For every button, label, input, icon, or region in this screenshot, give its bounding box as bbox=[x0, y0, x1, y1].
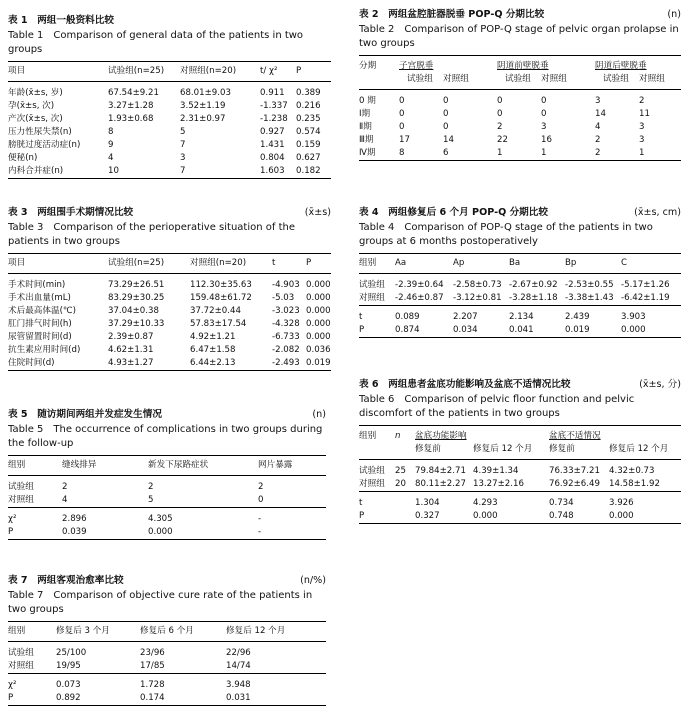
cell: 术后最高体温(℃) bbox=[8, 306, 76, 316]
cell: 0.019 bbox=[306, 358, 331, 368]
cell: 修复后 3 个月 bbox=[56, 626, 110, 636]
cell: 1 bbox=[639, 147, 645, 158]
cell: 0 bbox=[497, 95, 503, 106]
cell: 对照组 bbox=[443, 74, 469, 84]
t3-head-item: 项目 bbox=[8, 258, 26, 268]
cell: - bbox=[258, 514, 262, 524]
cell: 便秘(n) bbox=[8, 153, 38, 163]
cell: -1.238 bbox=[260, 114, 288, 124]
table-row bbox=[359, 324, 681, 338]
table-row bbox=[8, 692, 326, 706]
cell: 0 bbox=[497, 108, 503, 119]
table-7-subtitle: Table 7 Comparison of objective cure rate of the patients in two groups bbox=[8, 590, 313, 615]
cell: 1.304 bbox=[415, 497, 440, 508]
cell: χ² bbox=[8, 514, 17, 524]
cell: -5.03 bbox=[272, 293, 295, 303]
table-6 bbox=[359, 378, 681, 524]
cell: t bbox=[359, 497, 363, 508]
table-5-unit: (n) bbox=[312, 409, 326, 420]
table-row bbox=[8, 344, 331, 357]
cell: 11 bbox=[639, 108, 650, 119]
table-3-grid bbox=[8, 253, 331, 371]
cell: 17/85 bbox=[140, 661, 165, 671]
table-4-unit: (x̄±s, cm) bbox=[634, 207, 681, 218]
cell: 76.33±7.21 bbox=[549, 465, 600, 476]
t2-head-stage: 分期 bbox=[359, 61, 377, 71]
t3-head-ctrl: 对照组(n=20) bbox=[190, 258, 247, 268]
table-6-grid bbox=[359, 425, 681, 524]
cell: 14 bbox=[595, 108, 606, 119]
cell: 25/100 bbox=[56, 648, 87, 658]
cell: 0.073 bbox=[56, 680, 81, 690]
cell: 肛门排气时间(h) bbox=[8, 319, 72, 329]
cell: 手术时间(min) bbox=[8, 280, 66, 290]
cell: 37.29±10.33 bbox=[108, 319, 165, 329]
table-5-title: 表 5 随访期间两组并发症发生情况 (n) bbox=[8, 409, 326, 420]
cell bbox=[359, 73, 399, 89]
cell: 试验组 bbox=[359, 465, 385, 476]
cell: 组别 bbox=[359, 258, 377, 268]
cell: -6.733 bbox=[272, 332, 300, 342]
cell: 0.000 bbox=[621, 325, 646, 335]
table-row bbox=[8, 508, 326, 527]
cell: 抗生素应用时间(d) bbox=[8, 345, 81, 355]
cell: 37.04±0.38 bbox=[108, 306, 159, 316]
cell: 0 bbox=[399, 121, 405, 132]
table-row bbox=[359, 306, 681, 325]
cell: 67.54±9.21 bbox=[108, 88, 159, 98]
cell: 尿管留置时间(d) bbox=[8, 332, 72, 342]
cell: 8 bbox=[108, 127, 114, 137]
table-row bbox=[8, 139, 331, 152]
cell: 7 bbox=[180, 140, 186, 150]
table-row bbox=[359, 108, 681, 121]
cell: -3.28±1.18 bbox=[509, 293, 558, 303]
cell bbox=[395, 491, 415, 510]
cell: 4.92±1.21 bbox=[190, 332, 236, 342]
table-row bbox=[359, 121, 681, 134]
t3-head-p: P bbox=[306, 258, 312, 268]
table-row bbox=[359, 134, 681, 147]
cell: Bp bbox=[565, 258, 577, 268]
cell: -1.337 bbox=[260, 101, 288, 111]
cell: 1 bbox=[541, 147, 547, 158]
cell: 0.627 bbox=[296, 153, 321, 163]
cell: 2 bbox=[639, 95, 645, 106]
cell: 1.603 bbox=[260, 166, 285, 176]
cell: 7 bbox=[180, 166, 186, 176]
cell: 修复前 bbox=[549, 444, 575, 454]
table-6-unit: (x̄±s, 分) bbox=[639, 379, 681, 390]
cell: 对照组 bbox=[359, 478, 385, 489]
table-7-grid bbox=[8, 621, 326, 706]
cell: Ap bbox=[453, 258, 465, 268]
cell: 0.159 bbox=[296, 140, 321, 150]
table-row bbox=[359, 292, 681, 306]
cell: 修复后 6 个月 bbox=[140, 626, 194, 636]
cell: 0.182 bbox=[296, 166, 321, 176]
cell: 3 bbox=[541, 121, 547, 132]
table-row bbox=[359, 89, 681, 108]
cell: 16 bbox=[541, 134, 552, 145]
cell: 3 bbox=[180, 153, 186, 163]
cell: 19/95 bbox=[56, 661, 81, 671]
cell: 3.27±1.28 bbox=[108, 101, 154, 111]
cell: 6 bbox=[443, 147, 449, 158]
cell: 6.44±2.13 bbox=[190, 358, 236, 368]
cell: 试验组 bbox=[505, 74, 531, 84]
table-1-subtitle: Table 1 Comparison of general data of the patients in two groups bbox=[8, 30, 304, 55]
cell: 试验组 bbox=[8, 648, 34, 658]
table-row bbox=[8, 642, 326, 661]
cell: 0.927 bbox=[260, 127, 285, 137]
cell: 0.000 bbox=[306, 293, 331, 303]
cell: 对照组 bbox=[359, 293, 385, 303]
table-row bbox=[359, 147, 681, 161]
cell: -2.082 bbox=[272, 345, 300, 355]
cell: 对照组 bbox=[8, 661, 34, 671]
cell: 22/96 bbox=[226, 648, 251, 658]
table-row bbox=[359, 491, 681, 510]
cell: n bbox=[395, 431, 401, 441]
cell: 2 bbox=[258, 482, 264, 492]
cell: 对照组 bbox=[639, 74, 665, 84]
cell: 0.041 bbox=[509, 325, 534, 335]
cell: 膀胱过度活动症(n) bbox=[8, 140, 81, 150]
cell: 试验组 bbox=[407, 74, 433, 84]
cell: -4.328 bbox=[272, 319, 300, 329]
cell: 5 bbox=[180, 127, 186, 137]
table-2-title: 表 2 两组盆腔脏器脱垂 POP-Q 分期比较 (n) bbox=[359, 9, 681, 20]
table-3-title: 表 3 两组围手术期情况比较 (x̄±s) bbox=[8, 207, 331, 218]
table-row bbox=[8, 476, 326, 495]
cell: 压力性尿失禁(n) bbox=[8, 127, 72, 137]
table-5-grid bbox=[8, 455, 326, 540]
cell: P bbox=[359, 510, 365, 521]
t2-head-uterine: 子宫脱垂 bbox=[399, 61, 434, 71]
cell: 4 bbox=[62, 495, 68, 505]
cell: 新发下尿路症状 bbox=[148, 460, 209, 470]
cell: -2.67±0.92 bbox=[509, 280, 558, 290]
table-2-unit: (n) bbox=[667, 9, 681, 20]
cell: 0.000 bbox=[609, 510, 634, 521]
cell: χ² bbox=[8, 680, 17, 690]
cell: 17 bbox=[399, 134, 410, 145]
cell: 5 bbox=[148, 495, 154, 505]
cell: 0.000 bbox=[306, 319, 331, 329]
t3-head-test: 试验组(n=25) bbox=[108, 258, 165, 268]
cell: 4.39±1.34 bbox=[473, 465, 519, 476]
cell: 1.431 bbox=[260, 140, 285, 150]
cell: Ⅳ期 bbox=[359, 147, 376, 158]
table-row bbox=[8, 318, 331, 331]
cell: 0 bbox=[399, 95, 405, 106]
cell: C bbox=[621, 258, 628, 268]
cell: 1 bbox=[497, 147, 503, 158]
table-2 bbox=[359, 8, 681, 161]
cell: 0.000 bbox=[148, 527, 173, 537]
cell: 2.31±0.97 bbox=[180, 114, 226, 124]
cell: 0 bbox=[541, 108, 547, 119]
cell: 2.39±0.87 bbox=[108, 332, 154, 342]
cell: 4.32±0.73 bbox=[609, 465, 655, 476]
cell: Ba bbox=[509, 258, 521, 268]
table-row bbox=[8, 305, 331, 318]
cell: 3.948 bbox=[226, 680, 251, 690]
cell: 0 bbox=[443, 121, 449, 132]
cell: 22 bbox=[497, 134, 508, 145]
cell: 修复前 bbox=[415, 444, 441, 454]
cell: 3 bbox=[595, 95, 601, 106]
cell: 1.728 bbox=[140, 680, 165, 690]
table-row bbox=[359, 510, 681, 524]
cell: -3.023 bbox=[272, 306, 300, 316]
table-row bbox=[8, 674, 326, 693]
cell: 对照组 bbox=[8, 495, 34, 505]
cell: 0.574 bbox=[296, 127, 321, 137]
cell: P bbox=[8, 527, 14, 537]
cell: 2 bbox=[148, 482, 154, 492]
cell: 内科合并症(n) bbox=[8, 166, 64, 176]
cell: 0.019 bbox=[565, 325, 590, 335]
cell bbox=[395, 443, 415, 459]
cell: 0.000 bbox=[306, 280, 331, 290]
cell: 0.000 bbox=[306, 306, 331, 316]
cell: -6.42±1.19 bbox=[621, 293, 670, 303]
table-1-grid bbox=[8, 61, 331, 179]
cell: 0.874 bbox=[395, 325, 420, 335]
t2-head-posterior: 阴道后壁脱垂 bbox=[595, 61, 647, 71]
cell: 0 bbox=[399, 108, 405, 119]
table-4 bbox=[359, 206, 681, 338]
table-3 bbox=[8, 206, 331, 371]
cell: 13.27±2.16 bbox=[473, 478, 524, 489]
table-row bbox=[8, 494, 326, 508]
t1-head-test: 试验组(n=25) bbox=[108, 66, 165, 76]
table-6-subtitle: Table 6 Comparison of pelvic floor function and pelvic discomfort of the patients in two groups bbox=[359, 394, 635, 419]
cell: 57.83±17.54 bbox=[190, 319, 247, 329]
cell: 83.29±30.25 bbox=[108, 293, 165, 303]
cell: 2.896 bbox=[62, 514, 87, 524]
cell: P bbox=[8, 693, 14, 703]
cell: 0 bbox=[258, 495, 264, 505]
table-7 bbox=[8, 574, 326, 706]
cell: 4.293 bbox=[473, 497, 498, 508]
t6-head-function: 盆底功能影响 bbox=[415, 431, 467, 441]
table-row bbox=[359, 478, 681, 492]
cell: 2.134 bbox=[509, 312, 534, 322]
cell: 25 bbox=[395, 465, 406, 476]
cell bbox=[359, 443, 395, 459]
cell: 10 bbox=[108, 166, 119, 176]
cell: 2.207 bbox=[453, 312, 478, 322]
cell: 0.174 bbox=[140, 693, 165, 703]
cell: 住院时间(d) bbox=[8, 358, 55, 368]
cell: -2.493 bbox=[272, 358, 300, 368]
cell: 0 期 bbox=[359, 95, 376, 106]
cell: -2.39±0.64 bbox=[395, 280, 444, 290]
table-row bbox=[8, 331, 331, 344]
cell: 68.01±9.03 bbox=[180, 88, 231, 98]
cell bbox=[395, 510, 415, 524]
cell: -3.12±0.81 bbox=[453, 293, 502, 303]
cell: Ⅲ期 bbox=[359, 134, 374, 145]
cell: 0.000 bbox=[473, 510, 498, 521]
t3-head-stat: t bbox=[272, 258, 276, 268]
table-row bbox=[359, 459, 681, 478]
cell: -4.903 bbox=[272, 280, 300, 290]
cell: 组别 bbox=[8, 460, 26, 470]
cell: 0 bbox=[443, 108, 449, 119]
cell: 修复后 12 个月 bbox=[473, 444, 533, 454]
cell: 0.804 bbox=[260, 153, 285, 163]
cell: 3 bbox=[639, 134, 645, 145]
cell: 孕(x̄±s, 次) bbox=[8, 101, 55, 111]
cell: 159.48±61.72 bbox=[190, 293, 252, 303]
table-5 bbox=[8, 408, 326, 540]
cell: 0.031 bbox=[226, 693, 251, 703]
cell: 0.748 bbox=[549, 510, 574, 521]
cell: Ⅱ期 bbox=[359, 121, 372, 132]
cell: 4.93±1.27 bbox=[108, 358, 154, 368]
cell: 9 bbox=[108, 140, 114, 150]
table-5-subtitle: Table 5 The occurrence of complications in two groups during the follow-up bbox=[8, 424, 323, 449]
table-row bbox=[8, 357, 331, 371]
cell: 修复后 12 个月 bbox=[226, 626, 286, 636]
table-row bbox=[8, 152, 331, 165]
cell: 80.11±2.27 bbox=[415, 478, 466, 489]
cell: 2 bbox=[62, 482, 68, 492]
cell: 2 bbox=[497, 121, 503, 132]
cell: Aa bbox=[395, 258, 407, 268]
cell: 73.29±26.51 bbox=[108, 280, 165, 290]
cell: 手术出血量(mL) bbox=[8, 293, 71, 303]
table-row bbox=[359, 274, 681, 293]
table-1 bbox=[8, 14, 331, 179]
cell: 79.84±2.71 bbox=[415, 465, 466, 476]
cell: 3.903 bbox=[621, 312, 646, 322]
cell: 试验组 bbox=[359, 280, 385, 290]
table-4-subtitle: Table 4 Comparison of POP-Q stage of the patients in two groups at 6 months postoperatively bbox=[359, 222, 653, 247]
cell: 4 bbox=[108, 153, 114, 163]
cell: 23/96 bbox=[140, 648, 165, 658]
cell: -2.46±0.87 bbox=[395, 293, 444, 303]
table-row bbox=[8, 126, 331, 139]
cell: 0.911 bbox=[260, 88, 285, 98]
cell: 14.58±1.92 bbox=[609, 478, 660, 489]
table-2-subtitle: Table 2 Comparison of POP-Q stage of pelvic organ prolapse in two groups bbox=[359, 24, 679, 49]
cell: - bbox=[258, 527, 262, 537]
cell: 产次(x̄±s, 次) bbox=[8, 114, 63, 124]
cell: 试验组 bbox=[8, 482, 34, 492]
t6-head-discomfort: 盆底不适情况 bbox=[549, 431, 601, 441]
cell: 4 bbox=[595, 121, 601, 132]
cell: 76.92±6.49 bbox=[549, 478, 600, 489]
cell: 0.734 bbox=[549, 497, 574, 508]
cell: -2.53±0.55 bbox=[565, 280, 614, 290]
cell: 网片暴露 bbox=[258, 460, 293, 470]
t1-head-stat: t/ χ² bbox=[260, 66, 278, 76]
table-row bbox=[8, 82, 331, 101]
cell: 37.72±0.44 bbox=[190, 306, 241, 316]
cell: 0.389 bbox=[296, 88, 321, 98]
table-3-subtitle: Table 3 Comparison of the perioperative situation of the patients in two groups bbox=[8, 222, 295, 247]
t2-head-anterior: 阴道前壁脱垂 bbox=[497, 61, 549, 71]
cell: 0.327 bbox=[415, 510, 440, 521]
cell: 0 bbox=[541, 95, 547, 106]
table-4-grid bbox=[359, 253, 681, 338]
cell: 0 bbox=[443, 95, 449, 106]
cell: 0.089 bbox=[395, 312, 420, 322]
cell: 6.47±1.58 bbox=[190, 345, 236, 355]
table-4-title: 表 4 两组修复后 6 个月 POP-Q 分期比较 (x̄±s, cm) bbox=[359, 207, 681, 218]
cell: 3.52±1.19 bbox=[180, 101, 226, 111]
table-row bbox=[8, 292, 331, 305]
table-row bbox=[8, 526, 326, 540]
table-row bbox=[8, 100, 331, 113]
table-6-title: 表 6 两组患者盆底功能影响及盆底不适情况比较 (x̄±s, 分) bbox=[359, 379, 681, 390]
cell: -3.38±1.43 bbox=[565, 293, 614, 303]
t1-head-item: 项目 bbox=[8, 66, 26, 76]
cell: 2 bbox=[595, 134, 601, 145]
t1-head-ctrl: 对照组(n=20) bbox=[180, 66, 237, 76]
cell: 2 bbox=[595, 147, 601, 158]
table-row bbox=[8, 660, 326, 674]
cell: -5.17±1.26 bbox=[621, 280, 670, 290]
cell: 0.216 bbox=[296, 101, 321, 111]
table-3-unit: (x̄±s) bbox=[304, 207, 331, 218]
cell: 4.62±1.31 bbox=[108, 345, 154, 355]
cell: 3.926 bbox=[609, 497, 634, 508]
cell: 缝线排异 bbox=[62, 460, 97, 470]
cell: 0.892 bbox=[56, 693, 81, 703]
cell: Ⅰ期 bbox=[359, 108, 371, 119]
cell: 组别 bbox=[359, 431, 377, 441]
table-2-grid bbox=[359, 55, 681, 161]
table-row bbox=[8, 274, 331, 293]
table-row bbox=[8, 165, 331, 179]
cell: 试验组 bbox=[603, 74, 629, 84]
cell: 0.039 bbox=[62, 527, 87, 537]
cell: 20 bbox=[395, 478, 406, 489]
cell: t bbox=[359, 312, 363, 322]
cell: P bbox=[359, 325, 365, 335]
cell: 修复后 12 个月 bbox=[609, 444, 669, 454]
cell: 3 bbox=[639, 121, 645, 132]
cell: 年龄(x̄±s, 岁) bbox=[8, 88, 63, 98]
cell: 0.034 bbox=[453, 325, 478, 335]
table-7-unit: (n/%) bbox=[300, 575, 326, 586]
cell: 8 bbox=[399, 147, 405, 158]
cell: 4.305 bbox=[148, 514, 173, 524]
cell: 2.439 bbox=[565, 312, 590, 322]
cell: 组别 bbox=[8, 626, 26, 636]
table-1-title: 表 1 两组一般资料比较 bbox=[8, 15, 114, 26]
cell: 14 bbox=[443, 134, 454, 145]
cell: 对照组 bbox=[541, 74, 567, 84]
cell: 112.30±35.63 bbox=[190, 280, 252, 290]
cell: -2.58±0.73 bbox=[453, 280, 502, 290]
cell: 0.036 bbox=[306, 345, 331, 355]
cell: 0.235 bbox=[296, 114, 321, 124]
cell: 14/74 bbox=[226, 661, 251, 671]
table-7-title: 表 7 两组客观治愈率比较 (n/%) bbox=[8, 575, 326, 586]
t1-head-p: P bbox=[296, 66, 302, 76]
table-row bbox=[8, 113, 331, 126]
cell: 1.93±0.68 bbox=[108, 114, 154, 124]
cell: 0.000 bbox=[306, 332, 331, 342]
